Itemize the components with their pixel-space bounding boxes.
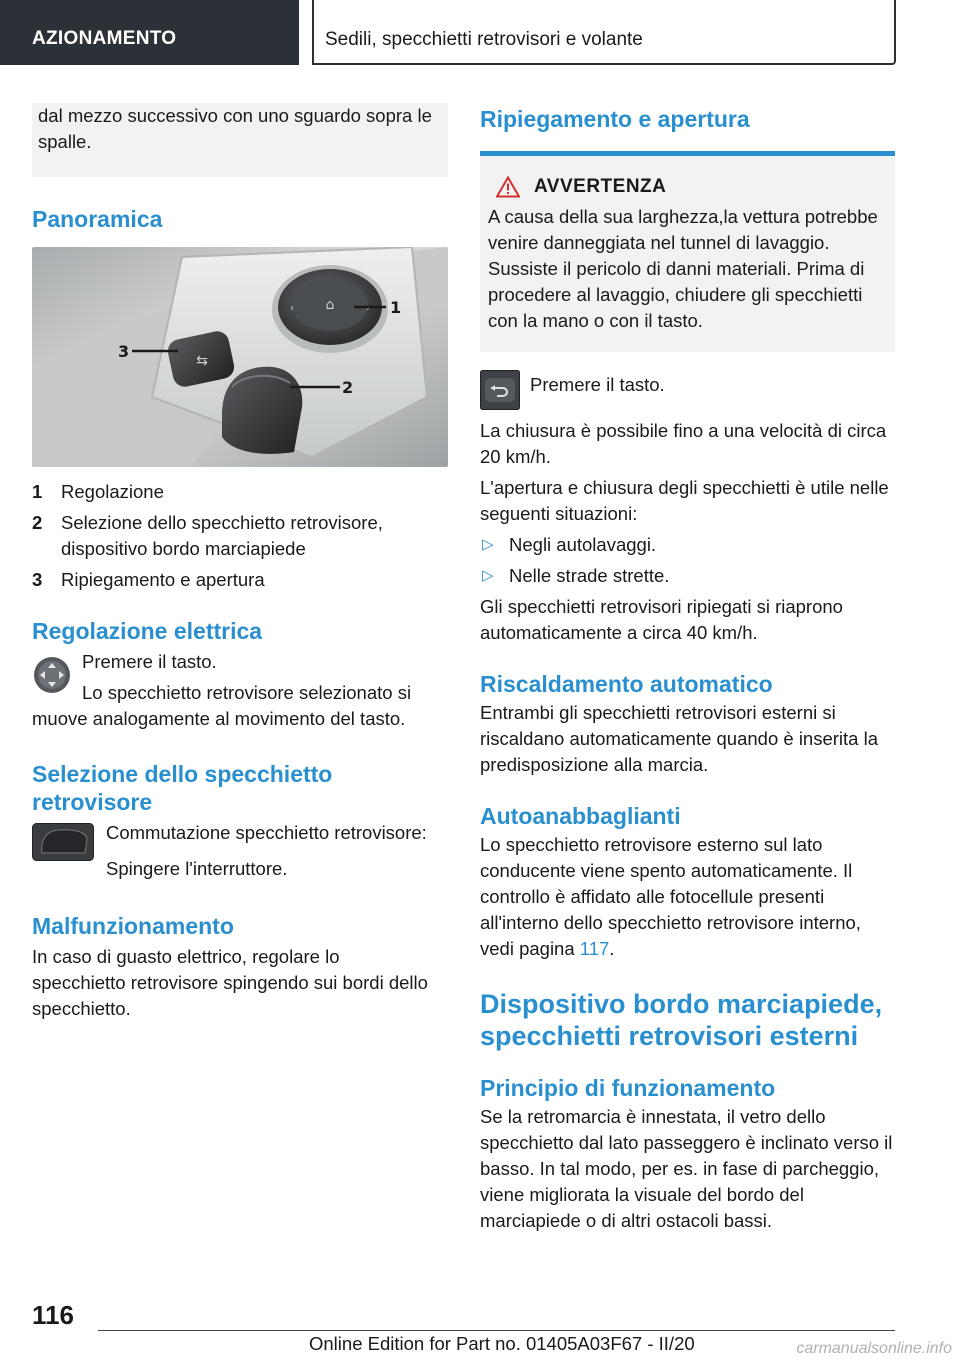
reopen-text: Gli specchietti retrovisori ripiegati si riaprono automaticamente a circa 40 km/h. — [480, 596, 843, 643]
list-item: ▷ Nelle strade strette. — [480, 563, 895, 589]
selezione-text-2: Spingere l'interruttore. — [106, 858, 288, 879]
heading-regolazione: Regolazione elettrica — [32, 618, 263, 644]
warning-title-row — [488, 176, 887, 198]
list-item: 3 Ripiegamento e apertura — [32, 569, 265, 590]
heading-principio: Principio di funzionamento — [480, 1075, 776, 1101]
heading-malfunzionamento: Malfunzionamento — [32, 913, 234, 939]
left-column — [32, 103, 448, 1022]
header-section-label: AZIONAMENTO — [32, 28, 177, 49]
header-section-tab — [0, 0, 299, 65]
heading-riscaldamento: Riscaldamento automatico — [480, 671, 773, 697]
callout-2: 2 — [342, 378, 354, 397]
overview-list — [32, 479, 448, 593]
page-number: 116 — [32, 1300, 74, 1330]
fold-block — [480, 368, 895, 398]
speed-text: La chiusura è possibile fino a una velocità di circa 20 km/h. — [480, 420, 887, 467]
autoanabbaglianti-text: Lo specchietto retrovisore esterno sul lato conducente viene spento automaticamente. Il controllo è affidato alle fotocellule presenti all'interno dello specchietto retrovisore interno, vedi pagina 117. — [480, 834, 861, 959]
heading-dispositivo: Dispositivo bordo marciapiede, specchietti retrovisori esterni — [480, 989, 883, 1051]
regolazione-block — [32, 649, 448, 732]
svg-text:›: › — [366, 303, 370, 314]
footer-edition: Online Edition for Part no. 01405A03F67 - II/20 — [309, 1333, 695, 1354]
mirror-controls-photo — [32, 247, 448, 467]
principio-text: Se la retromarcia è innestata, il vetro dello specchietto dal lato passeggero è inclinato verso il basso. In tal modo, per es. in fase di parcheggio, viene migliorata la visuale del bordo del marciapiede o di altri ostacoli bassi. — [480, 1106, 893, 1231]
bullet-triangle-icon: ▷ — [482, 536, 494, 553]
svg-text:⇆: ⇆ — [196, 353, 208, 369]
warning-text: A causa della sua larghezza,la vettura potrebbe venire danneggiata nel tunnel di lavaggio. Sussiste il pericolo di danni materiali. Prima di procedere al lavaggio, chiudere gli specchietti con la mano o con il tasto. — [488, 206, 878, 331]
situations-text: L'apertura e chiusura degli specchietti è utile nelle seguenti situazioni: — [480, 477, 889, 524]
riscaldamento-text: Entrambi gli specchietti retrovisori esterni si riscaldano automaticamente quando è inserita la predisposizione alla marcia. — [480, 702, 878, 775]
mirror-adjust-pad-icon — [32, 655, 72, 700]
list-item: ▷ Negli autolavaggi. — [480, 532, 895, 558]
right-column — [480, 103, 895, 1234]
watermark: carmanualsonline.info — [796, 1340, 952, 1357]
regolazione-text-2: Lo specchietto retrovisore selezionato si muove analogamente al movimento del tasto. — [32, 682, 412, 729]
warning-triangle-icon — [496, 176, 520, 198]
list-item: 1 Regolazione — [32, 481, 164, 502]
fold-text: Premere il tasto. — [530, 374, 665, 395]
header-title: Sedili, specchietti retrovisori e volante — [325, 29, 643, 50]
regolazione-text-1: Premere il tasto. — [82, 651, 217, 672]
svg-text:‹: ‹ — [290, 303, 294, 314]
warning-title: AVVERTENZA — [534, 176, 667, 197]
selezione-text-1: Commutazione specchietto retrovisore: — [106, 822, 427, 843]
callout-1: 1 — [390, 298, 402, 317]
footer-divider — [98, 1330, 895, 1331]
bullet-triangle-icon: ▷ — [482, 567, 494, 584]
warning-box — [480, 151, 895, 352]
mirror-fold-button-icon — [480, 370, 520, 415]
malfunzionamento-text: In caso di guasto elettrico, regolare lo specchietto retrovisore spingendo sui bordi dello specchietto. — [32, 946, 428, 1019]
heading-panoramica: Panoramica — [32, 206, 163, 232]
svg-text:⌂: ⌂ — [325, 297, 335, 313]
heading-autoanabbaglianti: Autoanabbaglianti — [480, 803, 681, 829]
overview-figure — [32, 247, 448, 467]
mirror-selector-switch-icon — [32, 823, 94, 866]
list-item: 2 Selezione dello specchietto retrovisore, dispositivo bordo marciapiede — [32, 512, 383, 559]
intro-text: dal mezzo successivo con uno sguardo sopra le spalle. — [38, 105, 432, 152]
page-link-117[interactable]: 117 — [579, 938, 610, 959]
callout-3: 3 — [118, 342, 130, 361]
intro-box — [32, 103, 448, 177]
selezione-block — [32, 820, 448, 882]
heading-selezione: Selezione dello specchietto retrovisore — [32, 761, 333, 815]
header-title-box — [312, 0, 896, 65]
heading-ripiegamento: Ripiegamento e apertura — [480, 106, 750, 132]
